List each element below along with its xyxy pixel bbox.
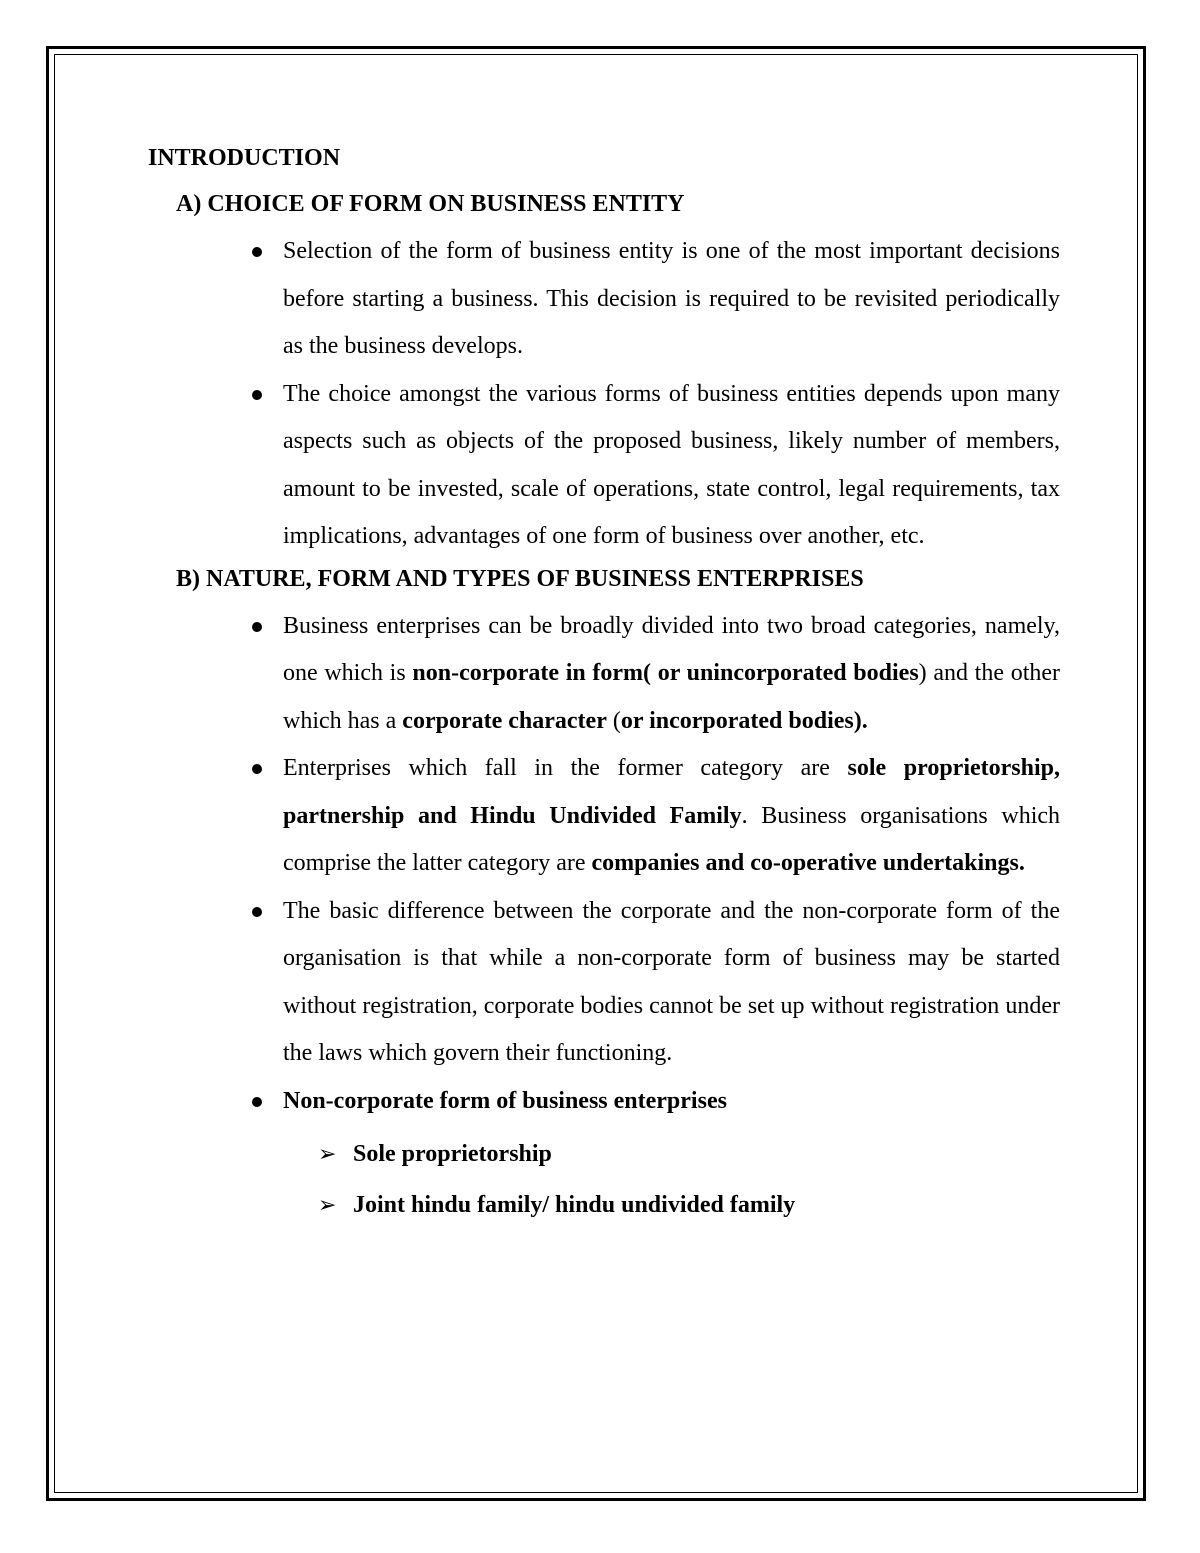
sub-list-item-text: Joint hindu family/ hindu undivided family <box>353 1192 796 1218</box>
arrow-bullet-icon: ➢ <box>318 1193 337 1218</box>
section-a-heading: A) CHOICE OF FORM ON BUSINESS ENTITY <box>176 191 685 217</box>
list-item <box>148 603 1060 746</box>
list-item <box>148 371 1060 561</box>
bold-text-run: companies and co-operative undertakings. <box>591 850 1025 876</box>
bold-text-run: or incorporated bodies). <box>620 707 868 734</box>
bullet-dot-icon <box>252 247 262 257</box>
document-body <box>148 140 1060 1231</box>
bold-text-run: corporate character <box>402 707 607 734</box>
bullet-dot-icon <box>252 764 262 774</box>
sub-list-item <box>148 1129 1060 1180</box>
section-b-heading: B) NATURE, FORM AND TYPES OF BUSINESS ENTERPRISES <box>176 565 864 592</box>
bullet-dot-icon <box>252 622 262 632</box>
list-item <box>148 888 1060 1078</box>
section-a-list <box>148 228 1060 561</box>
text-run: ( <box>606 707 621 734</box>
text-run: . Business organisations which comprise the latter category are <box>283 802 1061 876</box>
bold-text-run: sole proprietorship, partnership and Hindu Undivided Family <box>283 755 1060 829</box>
text-run: Business enterprises can be broadly divided into two broad categories, namely, one which is <box>283 612 1060 686</box>
sub-list-item-text: Sole proprietorship <box>353 1141 552 1167</box>
sub-list-item <box>148 1180 1060 1231</box>
text-run: Enterprises which fall in the former category are <box>283 755 848 781</box>
sub-list <box>148 1129 1060 1231</box>
list-item-text: The choice amongst the various forms of business entities depends upon many aspects such as objects of the proposed business, likely number of members, amount to be invested, scale of operations, state control, legal requirements, tax implications, advantages of one form of business over another, etc. <box>283 380 1060 549</box>
bullet-dot-icon <box>252 390 262 400</box>
text-run: ) and the other which has a <box>283 660 1061 734</box>
list-item-text: Selection of the form of business entity is one of the most important decisions before starting a business. This decision is required to be revisited periodically as the business develops. <box>283 238 1060 359</box>
arrow-bullet-icon: ➢ <box>318 1142 337 1167</box>
list-item <box>148 228 1060 371</box>
bold-text-run: non-corporate in form( or unincorporated bodies <box>412 660 919 686</box>
list-item-text: Non-corporate form of business enterprises <box>283 1087 727 1114</box>
bullet-dot-icon <box>252 1097 262 1107</box>
list-item <box>148 1078 1060 1126</box>
list-item <box>148 745 1060 888</box>
section-b-list <box>148 603 1060 1126</box>
list-item-text: The basic difference between the corporate and the non-corporate form of the organisation is that while a non-corporate form of business may be started without registration, corporate bodies cannot be set up without registration under the laws which govern their functioning. <box>283 897 1060 1066</box>
bullet-dot-icon <box>252 907 262 917</box>
page-title: INTRODUCTION <box>148 145 341 171</box>
